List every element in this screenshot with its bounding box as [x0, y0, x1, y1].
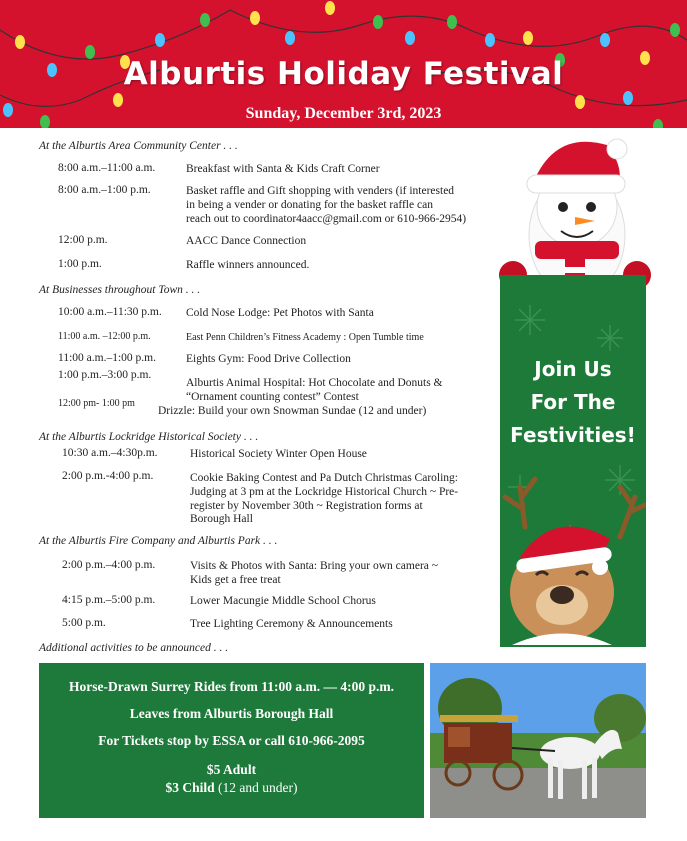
event-desc: Breakfast with Santa & Kids Craft Corner	[186, 163, 380, 175]
price-child: $3 Child (12 and under)	[165, 780, 298, 795]
event-desc: Historical Society Winter Open House	[190, 448, 367, 460]
page-title: Alburtis Holiday Festival	[123, 56, 564, 92]
event-time: 12:00 pm- 1:00 pm	[58, 398, 135, 409]
additional-activities-note: Additional activities to be announced . . .	[39, 642, 229, 654]
event-desc: Eights Gym: Food Drive Collection	[186, 353, 351, 365]
event-time: 2:00 p.m.–4:00 p.m.	[62, 559, 156, 571]
event-desc: Cookie Baking Contest and Pa Dutch Christmas Caroling: Judging at 3 pm at the Lockridge Historical Church ~ Pre- register by November 30th ~ Registration forms at Borough Hall	[190, 472, 459, 526]
event-time: 10:30 a.m.–4:30p.m.	[62, 447, 158, 459]
event-time: 1:00 p.m.–3:00 p.m.	[58, 369, 152, 381]
event-desc: Alburtis Animal Hospital: Hot Chocolate and Donuts & “Ornament counting contest” Contest	[186, 377, 443, 403]
event-time: 12:00 p.m.	[58, 234, 108, 246]
surrey-rides-panel	[39, 663, 424, 818]
surrey-rides-time: Horse-Drawn Surrey Rides from 11:00 a.m. — 4:00 p.m.	[69, 679, 394, 694]
join-us-panel	[500, 275, 646, 647]
event-time: 5:00 p.m.	[62, 617, 106, 629]
event-date: Sunday, December 3rd, 2023	[245, 105, 442, 122]
event-desc: Raffle winners announced.	[186, 259, 310, 271]
event-time: 8:00 a.m.–11:00 a.m.	[58, 162, 156, 174]
horse-carriage-photo	[430, 663, 646, 818]
event-time: 8:00 a.m.–1:00 p.m.	[58, 184, 151, 196]
header-banner	[0, 0, 687, 128]
event-time: 1:00 p.m.	[58, 258, 102, 270]
event-time: 2:00 p.m.-4:00 p.m.	[62, 470, 154, 482]
surrey-departure: Leaves from Alburtis Borough Hall	[129, 706, 334, 721]
event-desc: Drizzle: Build your own Snowman Sundae (12 and under)	[158, 405, 427, 417]
price-adult: $5 Adult	[206, 762, 257, 777]
event-desc: Cold Nose Lodge: Pet Photos with Santa	[186, 307, 374, 319]
event-desc: Basket raffle and Gift shopping with venders (if interested in being a vender or donating for the basket raffle can reach out to coordinator4aacc@gmail.com or 610-966-2954)	[186, 185, 467, 225]
section-heading-community-center: At the Alburtis Area Community Center . . .	[39, 140, 238, 152]
event-time: 4:15 p.m.–5:00 p.m.	[62, 594, 156, 606]
reindeer-illustration	[500, 467, 646, 647]
section-heading-businesses: At Businesses throughout Town . . .	[39, 284, 201, 296]
section-heading-fire-company: At the Alburtis Fire Company and Alburtis Park . . .	[39, 535, 278, 547]
event-desc: Lower Macungie Middle School Chorus	[190, 595, 376, 607]
carriage-photo-graphic	[430, 663, 646, 818]
event-desc: AACC Dance Connection	[186, 235, 307, 247]
event-time: 11:00 a.m.–1:00 p.m.	[58, 352, 156, 364]
event-desc: Visits & Photos with Santa: Bring your own camera ~ Kids get a free treat	[190, 560, 438, 586]
join-us-text: Join Us For The Festivities!	[510, 357, 636, 447]
event-desc: Tree Lighting Ceremony & Announcements	[190, 618, 393, 630]
event-time: 10:00 a.m.–11:30 p.m.	[58, 306, 162, 318]
surrey-tickets: For Tickets stop by ESSA or call 610-966-2095	[98, 733, 365, 748]
section-heading-historical-society: At the Alburtis Lockridge Historical Society . . .	[39, 431, 259, 443]
event-desc: East Penn Children’s Fitness Academy : Open Tumble time	[186, 332, 424, 343]
event-time: 11:00 a.m. –12:00 p.m.	[58, 331, 151, 342]
